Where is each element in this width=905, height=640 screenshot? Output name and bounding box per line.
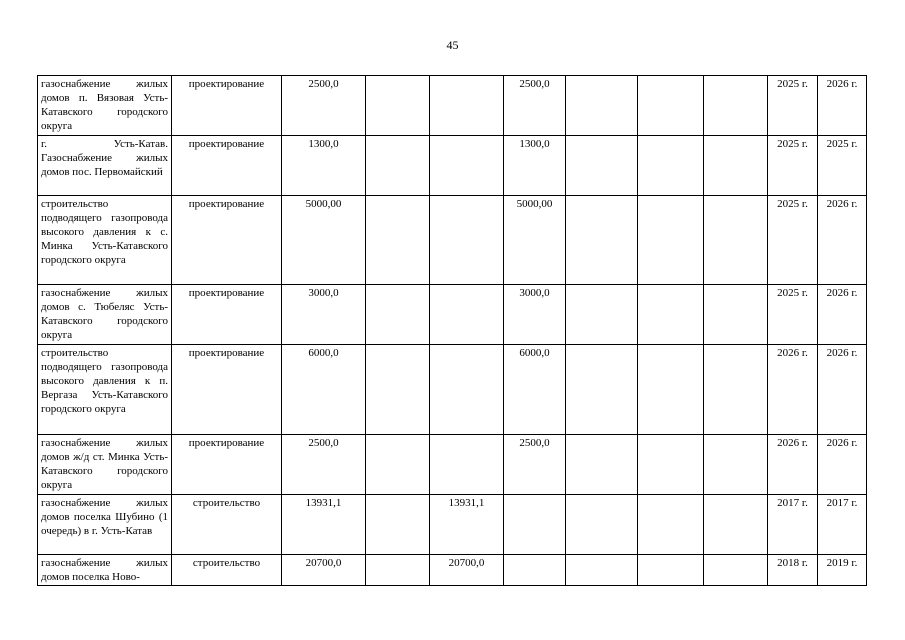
total-cost-cell: 3000,0: [282, 285, 366, 345]
cost-col-2-cell: [430, 435, 504, 495]
cost-col-4-cell: [566, 76, 638, 136]
cost-col-1-cell: [366, 136, 430, 196]
start-year-cell: 2025 г.: [768, 196, 818, 285]
cost-col-1-cell: [366, 285, 430, 345]
object-name-cell: газоснабжение жилых домов п. Вязовая Усть-Катавского городского округа: [38, 76, 172, 136]
work-type-cell: строительство: [172, 495, 282, 555]
total-cost-cell: 5000,00: [282, 196, 366, 285]
cost-col-1-cell: [366, 495, 430, 555]
cost-col-4-cell: [566, 555, 638, 586]
cost-col-4-cell: [566, 196, 638, 285]
cost-col-3-cell: 3000,0: [504, 285, 566, 345]
cost-col-4-cell: [566, 345, 638, 435]
cost-col-2-cell: [430, 136, 504, 196]
end-year-cell: 2025 г.: [818, 136, 867, 196]
cost-col-3-cell: 1300,0: [504, 136, 566, 196]
object-name-cell: газоснабжение жилых домов поселка Ново-: [38, 555, 172, 586]
work-type-cell: проектирование: [172, 285, 282, 345]
object-name-cell: строительство подводящего газопровода высокого давления к с. Минка Усть-Катавского городского округа: [38, 196, 172, 285]
cost-col-3-cell: 2500,0: [504, 76, 566, 136]
end-year-cell: 2026 г.: [818, 285, 867, 345]
work-type-cell: проектирование: [172, 136, 282, 196]
table-row: [38, 136, 867, 196]
cost-col-6-cell: [704, 136, 768, 196]
cost-col-2-cell: [430, 285, 504, 345]
cost-col-5-cell: [638, 136, 704, 196]
end-year-cell: 2026 г.: [818, 76, 867, 136]
cost-col-5-cell: [638, 345, 704, 435]
start-year-cell: 2025 г.: [768, 76, 818, 136]
total-cost-cell: 13931,1: [282, 495, 366, 555]
cost-col-3-cell: 2500,0: [504, 435, 566, 495]
object-name-cell: газоснабжение жилых домов с. Тюбеляс Усть-Катавского городского округа: [38, 285, 172, 345]
end-year-cell: 2026 г.: [818, 345, 867, 435]
cost-col-1-cell: [366, 76, 430, 136]
cost-col-4-cell: [566, 136, 638, 196]
cost-col-3-cell: [504, 555, 566, 586]
work-type-cell: проектирование: [172, 76, 282, 136]
cost-col-6-cell: [704, 196, 768, 285]
cost-col-4-cell: [566, 495, 638, 555]
table-row: [38, 495, 867, 555]
total-cost-cell: 2500,0: [282, 435, 366, 495]
cost-col-1-cell: [366, 345, 430, 435]
cost-col-6-cell: [704, 435, 768, 495]
start-year-cell: 2026 г.: [768, 345, 818, 435]
cost-col-2-cell: 13931,1: [430, 495, 504, 555]
cost-col-6-cell: [704, 345, 768, 435]
work-type-cell: проектирование: [172, 435, 282, 495]
table-row: [38, 345, 867, 435]
table-row: [38, 435, 867, 495]
start-year-cell: 2017 г.: [768, 495, 818, 555]
object-name-cell: газоснабжение жилых домов поселка Шубино (1 очередь) в г. Усть-Катав: [38, 495, 172, 555]
cost-col-5-cell: [638, 495, 704, 555]
start-year-cell: 2018 г.: [768, 555, 818, 586]
cost-col-3-cell: [504, 495, 566, 555]
cost-col-1-cell: [366, 196, 430, 285]
start-year-cell: 2025 г.: [768, 285, 818, 345]
cost-col-1-cell: [366, 555, 430, 586]
object-name-cell: газоснабжение жилых домов ж/д ст. Минка Усть-Катавского городского округа: [38, 435, 172, 495]
cost-col-4-cell: [566, 435, 638, 495]
cost-col-5-cell: [638, 555, 704, 586]
total-cost-cell: 20700,0: [282, 555, 366, 586]
work-type-cell: строительство: [172, 555, 282, 586]
object-name-cell: г. Усть-Катав. Газоснабжение жилых домов пос. Первомайский: [38, 136, 172, 196]
cost-col-5-cell: [638, 196, 704, 285]
cost-col-2-cell: [430, 345, 504, 435]
work-type-cell: проектирование: [172, 196, 282, 285]
cost-col-6-cell: [704, 285, 768, 345]
total-cost-cell: 1300,0: [282, 136, 366, 196]
cost-col-6-cell: [704, 76, 768, 136]
table-row: [38, 76, 867, 136]
cost-col-6-cell: [704, 495, 768, 555]
cost-col-5-cell: [638, 76, 704, 136]
start-year-cell: 2025 г.: [768, 136, 818, 196]
cost-col-2-cell: [430, 76, 504, 136]
object-name-cell: строительство подводящего газопровода высокого давления к п. Вергаза Усть-Катавского городского округа: [38, 345, 172, 435]
cost-col-6-cell: [704, 555, 768, 586]
page-number: 45: [446, 38, 459, 52]
cost-col-1-cell: [366, 435, 430, 495]
cost-col-3-cell: 5000,00: [504, 196, 566, 285]
table-row: [38, 555, 867, 586]
cost-col-2-cell: 20700,0: [430, 555, 504, 586]
cost-col-5-cell: [638, 435, 704, 495]
total-cost-cell: 2500,0: [282, 76, 366, 136]
end-year-cell: 2017 г.: [818, 495, 867, 555]
table-row: [38, 196, 867, 285]
work-type-cell: проектирование: [172, 345, 282, 435]
end-year-cell: 2026 г.: [818, 196, 867, 285]
cost-col-5-cell: [638, 285, 704, 345]
start-year-cell: 2026 г.: [768, 435, 818, 495]
gas-supply-table: [37, 75, 867, 586]
cost-col-2-cell: [430, 196, 504, 285]
end-year-cell: 2026 г.: [818, 435, 867, 495]
cost-col-3-cell: 6000,0: [504, 345, 566, 435]
total-cost-cell: 6000,0: [282, 345, 366, 435]
end-year-cell: 2019 г.: [818, 555, 867, 586]
cost-col-4-cell: [566, 285, 638, 345]
table-row: [38, 285, 867, 345]
